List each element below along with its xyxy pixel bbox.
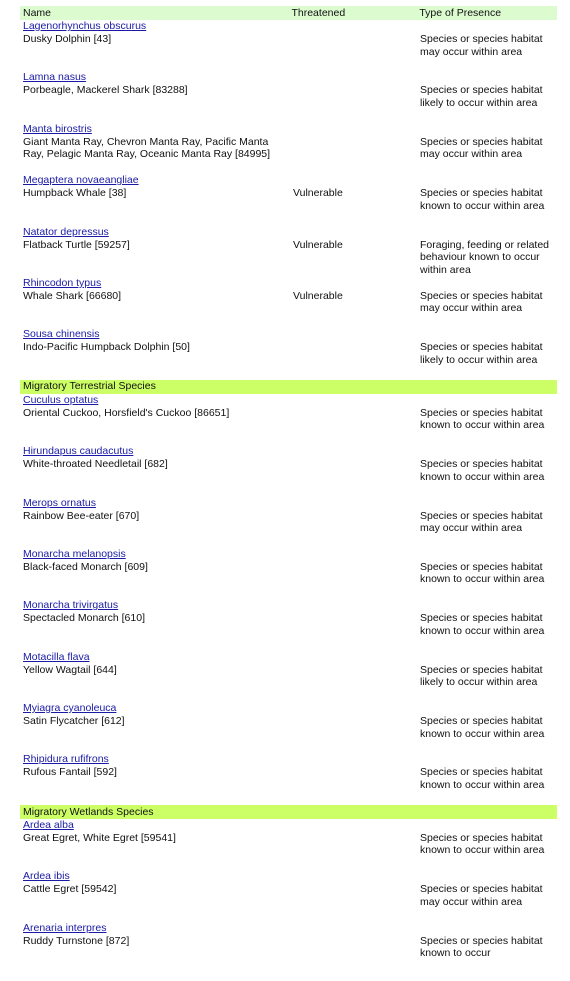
- section-terrestrial: Migratory Terrestrial Species: [20, 380, 557, 394]
- species-presence-type: Species or species habitat known to occur within area: [420, 458, 545, 483]
- species-scientific-name-link[interactable]: Rhipidura rufifrons: [23, 753, 109, 766]
- species-presence-type: Species or species habitat known to occur within area: [420, 766, 545, 791]
- species-threatened-status: [290, 33, 417, 58]
- species-detail-row: [20, 341, 557, 366]
- species-threatened-status: [290, 84, 417, 109]
- header-presence: Type of Presence: [419, 6, 502, 19]
- species-common-name: Dusky Dolphin [43]: [23, 33, 112, 45]
- species-detail-row: [20, 510, 557, 535]
- species-common-name: Cattle Egret [59542]: [23, 883, 117, 896]
- species-entry: [20, 753, 557, 804]
- species-scientific-name-link[interactable]: Rhincodon typus: [23, 276, 102, 289]
- header-name: Name: [23, 6, 52, 19]
- species-presence-type: Species or species habitat known to occur within area: [420, 715, 545, 740]
- species-presence-type: Species or species habitat may occur within area: [420, 509, 543, 535]
- species-scientific-name-link[interactable]: Cuculus optatus: [23, 393, 99, 406]
- species-threatened-status: [290, 458, 417, 483]
- species-common-name: Flatback Turtle [59257]: [23, 238, 130, 251]
- species-common-name: Black-faced Monarch [609]: [23, 560, 148, 573]
- species-scientific-name-link[interactable]: Lamna nasus: [23, 71, 87, 84]
- species-common-name: Whale Shark [66680]: [23, 289, 122, 302]
- species-presence-type: Species or species habitat known to occur within area: [420, 187, 545, 212]
- table-header: [20, 6, 557, 20]
- species-threatened-status: [290, 715, 417, 740]
- species-scientific-name-link[interactable]: Manta birostris: [23, 122, 92, 135]
- species-common-name: Humpback Whale [38]: [23, 187, 127, 200]
- species-scientific-name-link[interactable]: Merops ornatus: [23, 496, 96, 509]
- species-detail-row: [20, 33, 557, 58]
- species-presence-type: Species or species habitat known to occur within area: [420, 831, 545, 857]
- species-threatened-status: [290, 832, 417, 857]
- species-detail-row: [20, 935, 557, 960]
- species-presence-type: Species or species habitat known to occur: [420, 934, 543, 960]
- species-entry: [20, 870, 557, 921]
- species-presence-type: Species or species habitat likely to occur within area: [420, 663, 543, 689]
- species-common-name: Rufous Fantail [592]: [23, 766, 117, 779]
- species-common-name: Giant Manta Ray, Chevron Manta Ray, Pacific Manta Ray, Pelagic Manta Ray, Oceanic Manta Ray [84995]: [23, 135, 271, 161]
- species-detail-row: [20, 832, 557, 857]
- species-entry: [20, 328, 557, 379]
- species-scientific-name-link[interactable]: Myiagra cyanoleuca: [23, 702, 117, 715]
- species-common-name: Great Egret, White Egret [59541]: [23, 831, 176, 844]
- species-scientific-name-link[interactable]: Motacilla flava: [23, 650, 90, 663]
- species-common-name: Satin Flycatcher [612]: [23, 715, 125, 728]
- species-common-name: Yellow Wagtail [644]: [23, 663, 117, 676]
- species-detail-row: [20, 239, 557, 277]
- species-scientific-name-link[interactable]: Ardea ibis: [23, 870, 70, 883]
- species-threatened-status: [290, 561, 417, 586]
- species-presence-type: Species or species habitat may occur within area: [420, 33, 543, 58]
- species-entry: [20, 445, 557, 496]
- species-threatened-status: [290, 136, 417, 161]
- species-common-name: Rainbow Bee-eater [670]: [23, 509, 140, 522]
- species-threatened-status: Vulnerable: [293, 238, 343, 251]
- species-threatened-status: [290, 341, 417, 366]
- header-threatened: Threatened: [291, 6, 346, 19]
- species-entry: [20, 20, 557, 71]
- species-entry: [20, 174, 557, 225]
- species-detail-row: [20, 612, 557, 637]
- terrestrial-species-group: [20, 394, 557, 805]
- wetlands-species-group: [20, 819, 557, 973]
- species-table: [20, 6, 557, 973]
- species-entry: [20, 819, 557, 870]
- section-wetlands: Migratory Wetlands Species: [20, 805, 557, 819]
- species-threatened-status: [290, 883, 417, 908]
- species-scientific-name-link[interactable]: Ardea alba: [23, 818, 74, 831]
- species-entry: [20, 497, 557, 548]
- species-common-name: Porbeagle, Mackerel Shark [83288]: [23, 84, 188, 97]
- species-detail-row: [20, 561, 557, 586]
- species-scientific-name-link[interactable]: Arenaria interpres: [23, 921, 107, 934]
- species-detail-row: [20, 407, 557, 432]
- species-detail-row: [20, 187, 557, 212]
- species-common-name: Ruddy Turnstone [872]: [23, 934, 130, 947]
- species-scientific-name-link[interactable]: Lagenorhynchus obscurus: [23, 20, 147, 32]
- species-presence-type: Species or species habitat may occur within area: [420, 289, 543, 315]
- species-threatened-status: Vulnerable: [293, 289, 343, 302]
- species-scientific-name-link[interactable]: Sousa chinensis: [23, 328, 100, 341]
- species-scientific-name-link[interactable]: Hirundapus caudacutus: [23, 445, 134, 458]
- species-common-name: White-throated Needletail [682]: [23, 458, 168, 471]
- species-threatened-status: Vulnerable: [293, 187, 343, 200]
- species-presence-type: Species or species habitat known to occur within area: [420, 560, 545, 586]
- species-entry: [20, 226, 557, 277]
- species-presence-type: Species or species habitat may occur within area: [420, 135, 543, 161]
- species-presence-type: Species or species habitat known to occur within area: [420, 612, 545, 637]
- species-presence-type: Foraging, feeding or related behaviour known to occur within area: [420, 238, 549, 276]
- species-presence-type: Species or species habitat may occur within area: [420, 883, 543, 908]
- species-common-name: Spectacled Monarch [610]: [23, 612, 145, 625]
- marine-species-group: [20, 20, 557, 380]
- species-threatened-status: [290, 664, 417, 689]
- species-scientific-name-link[interactable]: Monarcha trivirgatus: [23, 599, 119, 612]
- species-presence-type: Species or species habitat likely to occur within area: [420, 341, 543, 366]
- species-scientific-name-link[interactable]: Monarcha melanopsis: [23, 547, 126, 560]
- species-threatened-status: [290, 766, 417, 791]
- species-entry: [20, 548, 557, 599]
- species-entry: [20, 277, 557, 328]
- species-entry: [20, 922, 557, 973]
- species-common-name: Indo-Pacific Humpback Dolphin [50]: [23, 341, 190, 354]
- species-detail-row: [20, 883, 557, 908]
- species-detail-row: [20, 136, 557, 161]
- species-common-name: Oriental Cuckoo, Horsfield's Cuckoo [86651]: [23, 406, 230, 419]
- species-threatened-status: [290, 407, 417, 432]
- species-presence-type: Species or species habitat known to occur within area: [420, 406, 545, 432]
- species-detail-row: [20, 664, 557, 689]
- species-detail-row: [20, 766, 557, 791]
- species-entry: [20, 71, 557, 122]
- species-entry: [20, 394, 557, 445]
- species-detail-row: [20, 458, 557, 483]
- species-scientific-name-link[interactable]: Natator depressus: [23, 225, 109, 238]
- species-detail-row: [20, 84, 557, 109]
- species-threatened-status: [290, 612, 417, 637]
- species-entry: [20, 702, 557, 753]
- species-entry: [20, 651, 557, 702]
- species-detail-row: [20, 715, 557, 740]
- species-scientific-name-link[interactable]: Megaptera novaeangliae: [23, 174, 139, 187]
- species-threatened-status: [290, 935, 417, 960]
- species-threatened-status: [290, 510, 417, 535]
- species-entry: [20, 123, 557, 174]
- species-presence-type: Species or species habitat likely to occur within area: [420, 84, 543, 109]
- species-detail-row: [20, 290, 557, 315]
- species-entry: [20, 599, 557, 650]
